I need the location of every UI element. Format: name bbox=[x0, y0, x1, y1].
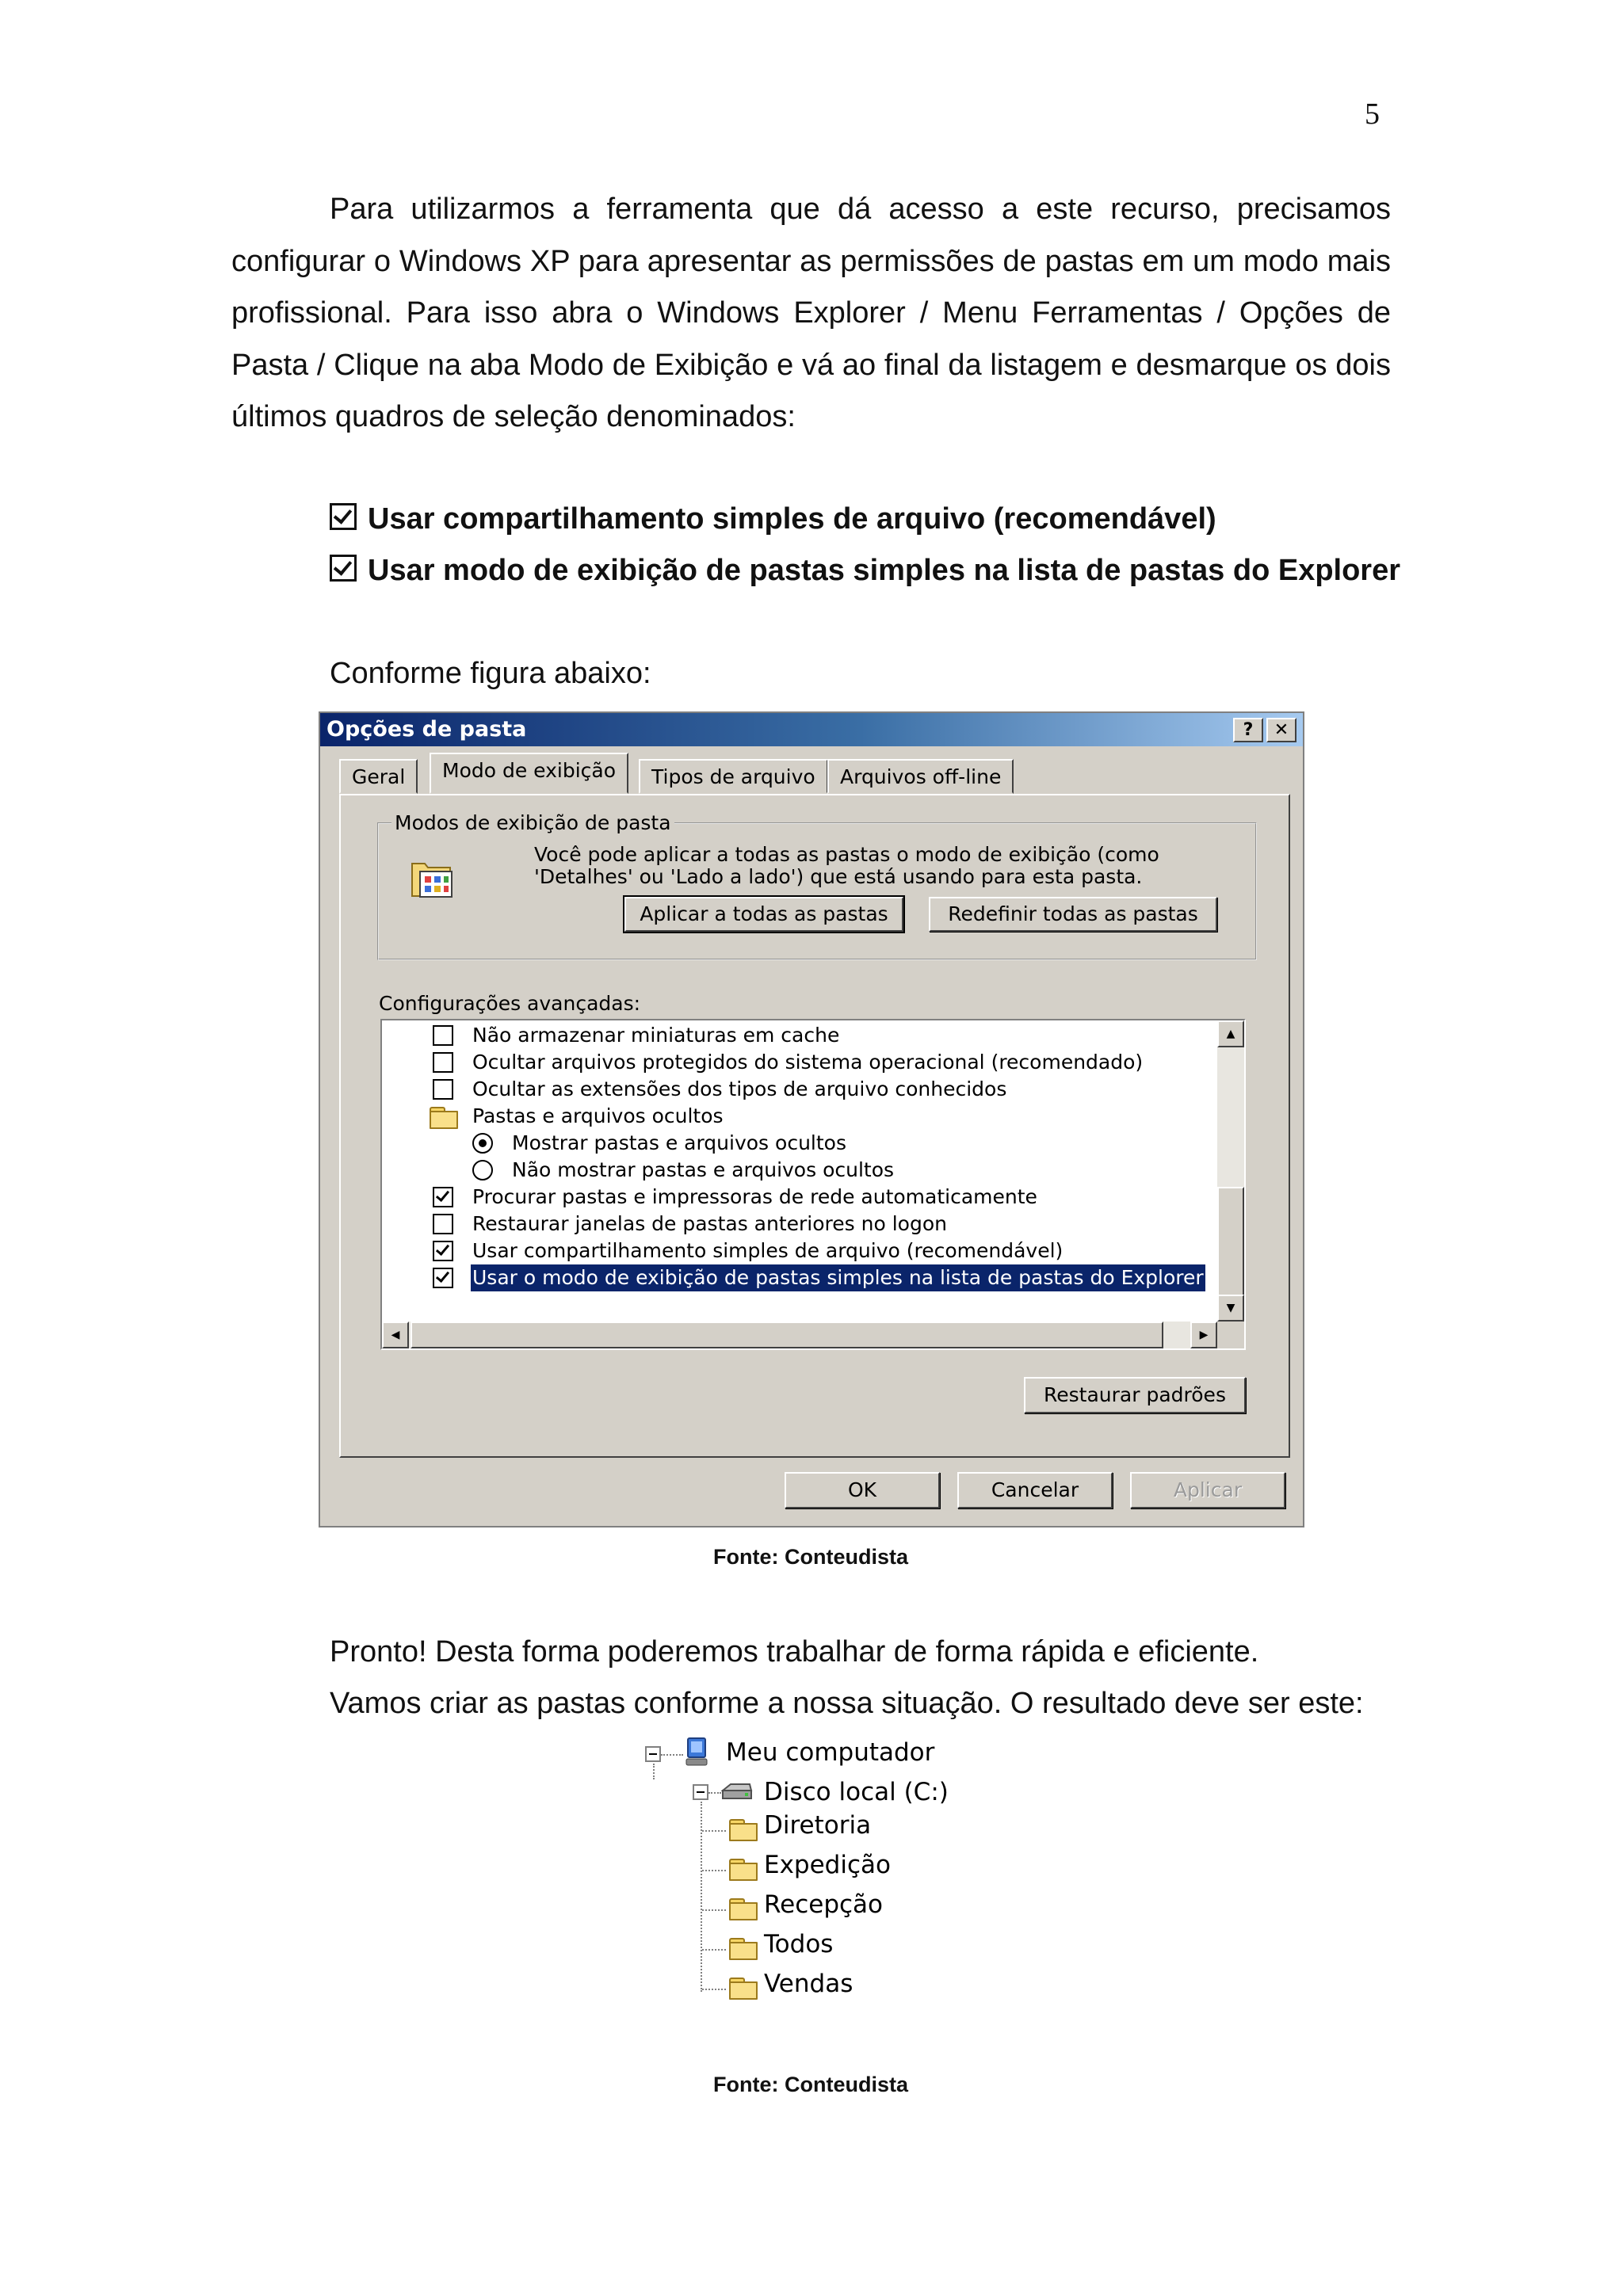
scroll-corner bbox=[1217, 1322, 1244, 1348]
scroll-thumb[interactable] bbox=[1217, 1187, 1244, 1296]
setting-label: Usar compartilhamento simples de arquivo (recomendável) bbox=[472, 1239, 1064, 1262]
checked-option-2 bbox=[330, 554, 1400, 588]
horizontal-scrollbar[interactable] bbox=[382, 1322, 1217, 1348]
tree-connector bbox=[702, 1949, 726, 1951]
checkbox[interactable] bbox=[433, 1241, 453, 1261]
checked-option-label: Usar compartilhamento simples de arquivo (recomendável) bbox=[368, 502, 1216, 536]
folder-options-dialog bbox=[319, 711, 1304, 1527]
help-button[interactable]: ? bbox=[1233, 718, 1263, 742]
folder-icon bbox=[729, 1898, 758, 1919]
folder-icon bbox=[729, 1859, 758, 1879]
checkbox[interactable] bbox=[433, 1052, 453, 1073]
tree-node-my-computer[interactable]: Meu computador bbox=[726, 1738, 935, 1767]
folder-icon bbox=[729, 1819, 758, 1840]
collapse-icon[interactable] bbox=[693, 1784, 708, 1800]
cancel-button[interactable]: Cancelar bbox=[957, 1472, 1113, 1508]
intro-paragraph bbox=[231, 184, 1391, 444]
hard-drive-icon bbox=[721, 1779, 753, 1803]
reset-all-folders-button[interactable]: Redefinir todas as pastas bbox=[929, 897, 1217, 932]
tree-connector bbox=[653, 1764, 655, 1779]
checked-option-1 bbox=[330, 502, 1216, 536]
setting-label: Não mostrar pastas e arquivos ocultos bbox=[512, 1158, 895, 1181]
scroll-right-icon[interactable]: ▶ bbox=[1190, 1322, 1217, 1348]
tree-node-folder[interactable]: Todos bbox=[764, 1930, 834, 1958]
checkbox-checked-icon bbox=[330, 555, 357, 582]
figure-1-caption: Fonte: Conteudista bbox=[713, 1545, 908, 1569]
folder-icon bbox=[729, 1978, 758, 1998]
setting-label: Restaurar janelas de pastas anteriores no logon bbox=[472, 1212, 947, 1235]
checked-option-label: Usar modo de exibição de pastas simples na lista de pastas do Explorer bbox=[368, 554, 1401, 587]
tree-node-folder[interactable]: Expedição bbox=[764, 1851, 891, 1879]
intro-text: Para utilizarmos a ferramenta que dá acesso a este recurso, precisamos configurar o Windows XP para apresentar as permissões de pastas em um modo mais profissional. Para isso abra o Windows Explorer / Menu Ferramentas / Opções de Pasta / Clique na aba Modo de Exibição e vá ao final da listagem e desmarque os dois últimos quadros de seleção denominados: bbox=[231, 193, 1391, 433]
scroll-up-icon[interactable]: ▲ bbox=[1217, 1020, 1244, 1047]
scroll-thumb[interactable] bbox=[411, 1322, 1163, 1348]
computer-icon bbox=[685, 1737, 712, 1768]
tree-node-folder[interactable]: Diretoria bbox=[764, 1811, 872, 1840]
setting-label: Usar o modo de exibição de pastas simples na lista de pastas do Explorer bbox=[471, 1264, 1205, 1291]
folder-views-icon bbox=[409, 856, 456, 900]
tree-connector bbox=[702, 1989, 726, 1990]
tree-connector bbox=[702, 1870, 726, 1871]
tab-tipos-de-arquivo[interactable]: Tipos de arquivo bbox=[639, 759, 828, 794]
radio-button[interactable] bbox=[472, 1133, 493, 1154]
result-line-1: Pronto! Desta forma poderemos trabalhar de forma rápida e eficiente. bbox=[330, 1635, 1259, 1669]
tab-geral[interactable]: Geral bbox=[339, 759, 418, 794]
result-line-2: Vamos criar as pastas conforme a nossa situação. O resultado deve ser este: bbox=[330, 1687, 1364, 1720]
dialog-titlebar bbox=[320, 713, 1303, 746]
folder-icon bbox=[729, 1938, 758, 1958]
advanced-settings-list[interactable] bbox=[380, 1019, 1246, 1350]
setting-label: Mostrar pastas e arquivos ocultos bbox=[512, 1131, 846, 1154]
tree-node-folder[interactable]: Vendas bbox=[764, 1970, 854, 1998]
checkbox[interactable] bbox=[433, 1214, 453, 1234]
folder-views-group-title: Modos de exibição de pasta bbox=[391, 811, 674, 834]
checkbox-checked-icon bbox=[330, 503, 357, 530]
scroll-down-icon[interactable]: ▼ bbox=[1217, 1295, 1244, 1322]
figure-2-caption: Fonte: Conteudista bbox=[713, 2073, 908, 2096]
setting-label: Procurar pastas e impressoras de rede automaticamente bbox=[472, 1185, 1037, 1208]
tab-modo-de-exibicao[interactable]: Modo de exibição bbox=[430, 753, 628, 794]
folder-views-description-1: Você pode aplicar a todas as pastas o modo de exibição (como bbox=[534, 843, 1159, 866]
checkbox[interactable] bbox=[433, 1025, 453, 1046]
tree-connector bbox=[661, 1754, 683, 1756]
setting-label: Ocultar arquivos protegidos do sistema operacional (recomendado) bbox=[472, 1051, 1144, 1074]
folder-views-description-2: 'Detalhes' ou 'Lado a lado') que está usando para esta pasta. bbox=[534, 865, 1143, 888]
vertical-scrollbar[interactable] bbox=[1217, 1020, 1244, 1322]
folder-tree bbox=[634, 1735, 967, 2028]
page-number: 5 bbox=[1365, 97, 1380, 131]
collapse-icon[interactable] bbox=[645, 1746, 661, 1762]
tab-arquivos-off-line[interactable]: Arquivos off-line bbox=[827, 759, 1014, 794]
dialog-title: Opções de pasta bbox=[327, 717, 527, 742]
checkbox[interactable] bbox=[433, 1187, 453, 1207]
tree-connector bbox=[702, 1909, 726, 1911]
tree-node-local-disk[interactable]: Disco local (C:) bbox=[764, 1778, 949, 1806]
ok-button[interactable]: OK bbox=[785, 1472, 940, 1508]
radio-button[interactable] bbox=[472, 1160, 493, 1180]
checkbox[interactable] bbox=[433, 1079, 453, 1100]
setting-label: Pastas e arquivos ocultos bbox=[472, 1104, 724, 1127]
checkbox[interactable] bbox=[433, 1268, 453, 1288]
restore-defaults-button[interactable]: Restaurar padrões bbox=[1024, 1377, 1246, 1413]
figure-intro: Conforme figura abaixo: bbox=[330, 657, 651, 690]
apply-all-folders-button[interactable]: Aplicar a todas as pastas bbox=[624, 897, 903, 932]
setting-label: Ocultar as extensões dos tipos de arquivo conhecidos bbox=[472, 1077, 1007, 1100]
advanced-settings-label: Configurações avançadas: bbox=[379, 992, 641, 1015]
setting-label: Não armazenar miniaturas em cache bbox=[472, 1024, 840, 1047]
tree-node-folder[interactable]: Recepção bbox=[764, 1890, 884, 1919]
folder-icon bbox=[430, 1107, 458, 1127]
apply-button[interactable]: Aplicar bbox=[1130, 1472, 1285, 1508]
scroll-left-icon[interactable]: ◀ bbox=[382, 1322, 409, 1348]
tree-connector bbox=[708, 1792, 721, 1794]
tree-connector bbox=[702, 1830, 726, 1832]
close-button[interactable]: ✕ bbox=[1266, 718, 1296, 742]
